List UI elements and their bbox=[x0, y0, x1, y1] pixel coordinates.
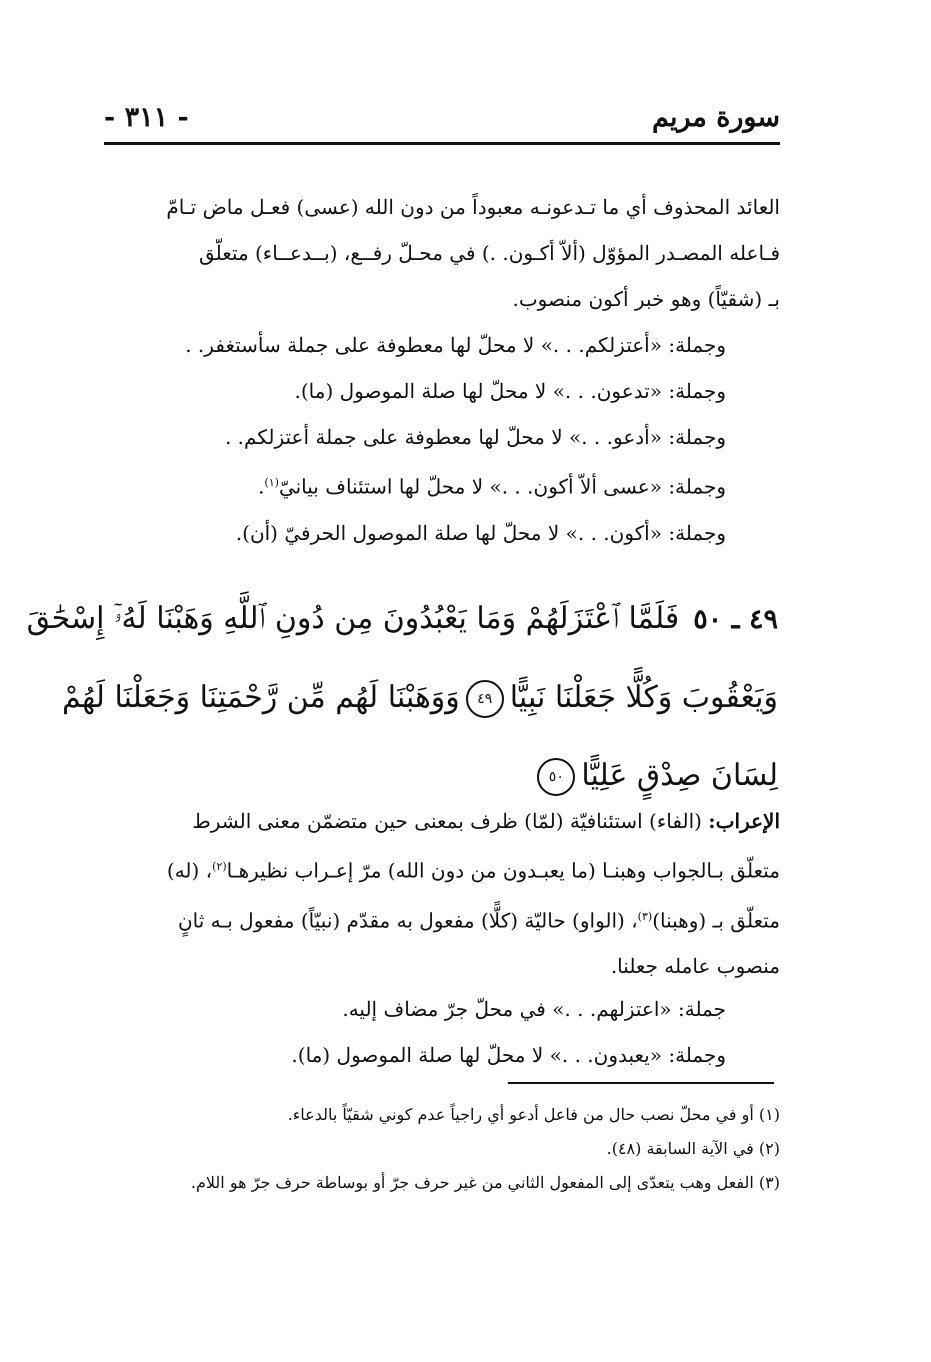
list-item: جملة: «اعتزلهم. . .» في محلّ جرّ مضاف إليه. bbox=[342, 997, 726, 1021]
verse-text: وَوَهَبْنَا لَهُم مِّن رَّحْمَتِنَا وَجَعَلْنَا لَهُمْ bbox=[62, 680, 460, 715]
text-line: فـاعله المصـدر المؤوّل (ألاّ أكـون. .) في محـلّ رفــع، (بــدعــاء) متعلّق bbox=[198, 241, 780, 265]
verse-text: وَيَعْقُوبَ وَكُلًّا جَعَلْنَا نَبِيًّا bbox=[509, 680, 778, 715]
verse-text: فَلَمَّا ٱعْتَزَلَهُمْ وَمَا يَعْبُدُونَ مِن دُونِ ٱللَّهِ وَهَبْنَا لَهُۥٓ إِسْحَٰقَ bbox=[26, 601, 680, 636]
text-line bbox=[104, 798, 780, 844]
list-item: وجملة: «أعتزلكم. . .» لا محلّ لها معطوفة على جملة سأستغفر. . bbox=[185, 333, 726, 357]
sentence-analysis-list bbox=[126, 322, 726, 556]
running-title: سورة مريم bbox=[652, 102, 780, 133]
verse-end-marker: ٥٠ bbox=[537, 758, 575, 796]
text-line bbox=[104, 894, 780, 944]
footnote-separator bbox=[508, 1082, 774, 1084]
list-item: وجملة: «أكون. . .» لا محلّ لها صلة الموصول الحرفيّ (أن). bbox=[235, 520, 726, 545]
text-run: ، (الواو) حاليّة (كلًّا) مفعول به مقدّم (نبيّاً) مفعول بـه ثانٍ bbox=[177, 908, 638, 933]
page-number: - ٣١١ - bbox=[104, 102, 189, 133]
sentence-analysis-list bbox=[126, 986, 726, 1078]
footnotes bbox=[104, 1098, 780, 1200]
paragraph-continuation bbox=[104, 184, 780, 322]
footnote: (٣) الفعل وهب يتعدّى إلى المفعول الثاني من غير حرف جرّ أو بوساطة حرف جرّ هو اللام. bbox=[190, 1173, 780, 1192]
text-run: ، (له) bbox=[166, 858, 213, 883]
text-run: (الفاء) استئنافيّة (لمّا) ظرف بمعنى حين متضمّن معنى الشرط bbox=[192, 809, 702, 833]
verse-number: ٤٩ ـ ٥٠ bbox=[693, 604, 778, 635]
footnote-ref: (٣) bbox=[637, 909, 653, 923]
list-item: وجملة: «تدعون. . .» لا محلّ لها صلة الموصول (ما). bbox=[294, 379, 726, 403]
header-rule bbox=[104, 142, 780, 145]
text-line bbox=[104, 844, 780, 894]
footnote-ref: (٢) bbox=[212, 860, 227, 873]
page-header bbox=[104, 96, 780, 144]
verse-line bbox=[26, 580, 778, 659]
footnote: (١) أو في محلّ نصب حال من فاعل أدعو أي راجياً عدم كوني شقيّاً بالدعاء. bbox=[287, 1105, 780, 1124]
verse-text: لِسَانَ صِدْقٍ عَلِيًّا bbox=[581, 758, 778, 793]
text-line: منصوب عامله جعلنا. bbox=[610, 954, 780, 979]
list-item-text: وجملة: «عسى ألاّ أكون. . .» لا محلّ لها استئناف بيانيّ bbox=[278, 474, 726, 499]
text-run: متعلّق بـ (وهبنا) bbox=[652, 908, 780, 933]
section-label: الإعراب: bbox=[708, 809, 780, 833]
footnote: (٢) في الآية السابقة (٤٨). bbox=[606, 1139, 780, 1158]
quran-verse bbox=[26, 580, 778, 815]
grammar-analysis bbox=[104, 798, 780, 989]
text-line: بـ (شقيّاً) وهو خبر أكون منصوب. bbox=[512, 287, 780, 311]
text-run: متعلّق بـالجواب وهبنـا (ما يعبـدون من دون الله) مرّ إعـراب نظيرهـا bbox=[226, 858, 780, 883]
list-item: وجملة: «يعبدون. . .» لا محلّ لها صلة الموصول (ما). bbox=[291, 1043, 726, 1067]
verse-end-marker: ٤٩ bbox=[466, 680, 504, 718]
text-line: العائد المحذوف أي ما تـدعونـه معبوداً من دون الله (عسى) فعـل ماض تـامّ bbox=[166, 195, 780, 219]
list-item: وجملة: «أدعو. . .» لا محلّ لها معطوفة على جملة أعتزلكم. . bbox=[224, 425, 726, 449]
list-item: وجملة: «عسى ألاّ أكون. . .» لا محلّ لها استئناف بيانيّ$^{(١)}$. bbox=[258, 474, 726, 499]
verse-line bbox=[62, 659, 778, 737]
footnote-ref: (١) bbox=[264, 476, 279, 489]
